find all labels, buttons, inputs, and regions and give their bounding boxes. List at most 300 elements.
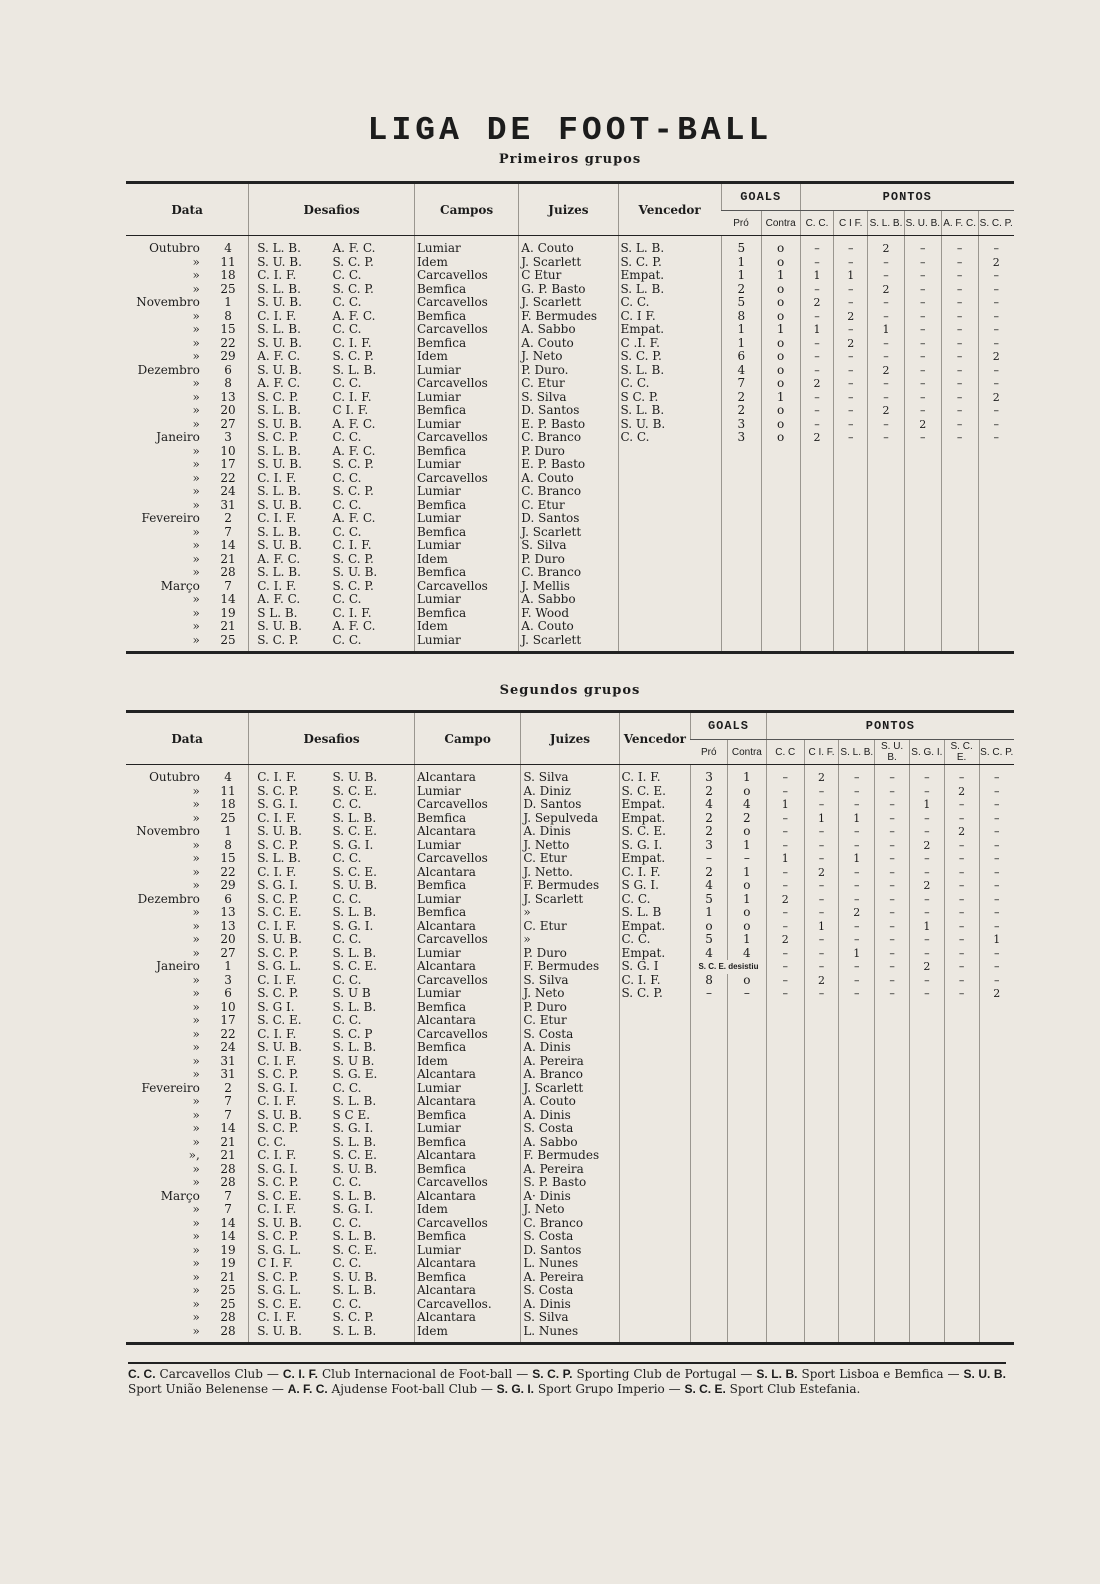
judge-cell: A· Dinis [521, 1190, 619, 1204]
points-cell [979, 1244, 1014, 1258]
month-cell: Novembro [136, 825, 200, 838]
points-cell: – [944, 960, 979, 974]
points-cell: 1 [766, 852, 804, 866]
winner-cell: Empat. [619, 920, 691, 934]
legend-abbr: S. L. B. [756, 1367, 798, 1381]
day-cell: 22 [220, 471, 236, 485]
points-cell [868, 539, 905, 553]
team-home-cell: S. C. P. [249, 634, 329, 653]
points-cell [944, 1028, 979, 1042]
points-cell [868, 512, 905, 526]
goals-contra-cell [761, 620, 800, 634]
field-cell: Idem [414, 256, 518, 270]
team-away-cell: C. C. [332, 593, 362, 606]
points-cell: – [944, 839, 979, 853]
day-cell: 8 [224, 309, 232, 323]
goals-contra-cell [727, 1325, 766, 1344]
judge-cell: A. Pereira [521, 1055, 619, 1069]
field-cell: Carcavellos [414, 296, 518, 310]
goals-contra-cell: 1 [727, 866, 766, 880]
winner-cell: S. C. E. [619, 825, 691, 839]
field-cell: Carcavellos [414, 1028, 520, 1042]
legend-abbr: A. F. C. [287, 1382, 328, 1396]
points-cell: – [804, 839, 839, 853]
goals-contra-cell: – [727, 852, 766, 866]
goals-pro-cell [691, 1271, 728, 1285]
judge-cell: A. Branco [521, 1068, 619, 1082]
judge-cell: S. Silva [519, 391, 618, 405]
goals-pro-cell: 1 [721, 323, 761, 337]
legend-abbr: S. G. I. [496, 1382, 534, 1396]
judge-cell: J. Scarlett [521, 1082, 619, 1096]
team-home-cell: S. C. P. [249, 391, 329, 405]
goals-pro-cell: 2 [721, 283, 761, 297]
points-cell [804, 1055, 839, 1069]
points-cell [904, 566, 941, 580]
goals-contra-cell [727, 1001, 766, 1015]
points-cell: – [941, 404, 978, 418]
goals-contra-cell [727, 1163, 766, 1177]
team-away-cell: C. C. [332, 377, 362, 390]
winner-cell [619, 1284, 691, 1298]
points-cell: – [978, 310, 1014, 324]
goals-pro-cell [691, 1068, 728, 1082]
points-cell: – [904, 404, 941, 418]
points-cell [904, 620, 941, 634]
goals-contra-cell: 1 [761, 269, 800, 283]
points-cell: 1 [800, 323, 834, 337]
goals-pro-cell [721, 607, 761, 621]
points-cell [909, 1230, 944, 1244]
goals-pro-cell [721, 499, 761, 513]
points-cell [800, 553, 834, 567]
points-cell [800, 445, 834, 459]
points-cell [944, 1203, 979, 1217]
points-col-header: S. U. B. [904, 211, 941, 236]
team-home-cell: C. I. F. [249, 580, 329, 594]
table-row [126, 472, 1014, 486]
points-cell: – [944, 947, 979, 961]
header-pontos: PONTOS [800, 183, 1014, 211]
points-cell: 2 [868, 364, 905, 378]
team-home-cell: S. C. P. [249, 1176, 329, 1190]
field-cell: Lumiar [414, 987, 520, 1001]
points-cell [834, 593, 868, 607]
judge-cell: D. Santos [521, 798, 619, 812]
winner-cell [619, 1001, 691, 1015]
goals-col-header: Pró [691, 740, 728, 765]
points-cell: – [875, 987, 910, 1001]
points-cell: – [944, 974, 979, 988]
winner-cell [618, 472, 721, 486]
points-cell [979, 1149, 1014, 1163]
table-row [126, 1203, 1014, 1217]
day-cell: 28 [220, 1176, 236, 1189]
team-home-cell: S. C. P. [249, 431, 329, 445]
table-row [126, 566, 1014, 580]
points-cell [941, 499, 978, 513]
points-cell [909, 1028, 944, 1042]
points-cell [839, 1068, 875, 1082]
points-cell [978, 566, 1014, 580]
winner-cell: S. U. B. [618, 418, 721, 432]
month-cell: » [192, 336, 200, 350]
goals-pro-cell: 5 [691, 893, 728, 907]
points-cell: 2 [868, 404, 905, 418]
day-cell: 25 [220, 633, 236, 647]
goals-contra-cell [727, 1311, 766, 1325]
points-cell: – [944, 765, 979, 785]
points-cell: – [979, 893, 1014, 907]
goals-contra-cell [727, 1095, 766, 1109]
winner-cell [618, 526, 721, 540]
points-cell [804, 1311, 839, 1325]
points-cell: – [804, 785, 839, 799]
field-cell: Bemfica [414, 404, 518, 418]
legend-club-name: Sporting Club de Portugal [576, 1367, 737, 1381]
team-away-cell: C. C. [332, 633, 362, 647]
judge-cell: J. Scarlett [519, 296, 618, 310]
team-home-cell: S. C. E. [249, 1014, 329, 1028]
points-cell [909, 1271, 944, 1285]
points-cell: 2 [800, 431, 834, 445]
points-cell [979, 1055, 1014, 1069]
goals-pro-cell [691, 1163, 728, 1177]
judge-cell: A. Dinis [521, 825, 619, 839]
points-cell [766, 1149, 804, 1163]
goals-contra-cell [727, 1041, 766, 1055]
goals-pro-cell: 8 [691, 974, 728, 988]
field-cell: Alcantara [414, 1311, 520, 1325]
goals-contra-cell [727, 1136, 766, 1150]
table-row [126, 1257, 1014, 1271]
points-cell [909, 1163, 944, 1177]
points-cell [979, 1136, 1014, 1150]
day-cell: 25 [220, 1284, 236, 1297]
field-cell: Alcantara [414, 1095, 520, 1109]
points-cell: – [839, 879, 875, 893]
points-cell: – [868, 391, 905, 405]
points-cell [800, 580, 834, 594]
field-cell: Bemfica [414, 1041, 520, 1055]
points-cell [839, 1203, 875, 1217]
team-away-cell: C. C. [332, 933, 362, 946]
goals-pro-cell [691, 1109, 728, 1123]
goals-pro-cell: 1 [721, 256, 761, 270]
winner-cell: S. C. P. [618, 256, 721, 270]
team-away-cell: S. C. P. [332, 282, 374, 296]
table-row [126, 893, 1014, 907]
judge-cell: J. Netto. [521, 866, 619, 880]
goals-contra-cell: o [727, 974, 766, 988]
judge-cell: D. Santos [519, 404, 618, 418]
points-cell [800, 458, 834, 472]
points-cell [875, 1001, 910, 1015]
judge-cell: P. Duro [519, 553, 618, 567]
points-cell: 1 [839, 812, 875, 826]
month-cell: » [192, 458, 200, 471]
winner-cell [618, 499, 721, 513]
points-cell: – [839, 987, 875, 1001]
month-cell: Fevereiro [141, 1081, 200, 1095]
day-cell: 27 [220, 946, 236, 960]
goals-pro-cell: 2 [691, 825, 728, 839]
team-home-cell: S. C. E. [249, 906, 329, 920]
team-home-cell: S. G I. [249, 1001, 329, 1015]
points-cell [839, 1217, 875, 1231]
day-cell: 25 [220, 282, 236, 296]
day-cell: 15 [220, 852, 236, 865]
team-away-cell: C. C. [332, 471, 362, 485]
second-groups-title: Segundos grupos [499, 683, 641, 698]
goals-pro-cell [691, 1095, 728, 1109]
team-away-cell: C. C. [332, 1216, 362, 1230]
points-cell [944, 1325, 979, 1344]
points-cell: – [804, 852, 839, 866]
points-cell [941, 445, 978, 459]
points-cell [834, 607, 868, 621]
first-groups-table [126, 181, 1014, 654]
day-cell: 17 [220, 1014, 236, 1027]
day-cell: 10 [220, 444, 236, 458]
points-cell: – [875, 798, 910, 812]
points-cell [834, 634, 868, 653]
team-away-cell: A. F. C. [332, 444, 376, 458]
points-cell [839, 1136, 875, 1150]
team-away-cell: C. C. [332, 1176, 362, 1189]
month-cell: Dezembro [137, 892, 200, 906]
team-away-cell: C. C. [332, 973, 362, 987]
month-cell: » [192, 1270, 200, 1284]
points-cell: – [944, 987, 979, 1001]
goals-pro-cell [691, 1055, 728, 1069]
winner-cell: C .I. F. [618, 337, 721, 351]
goals-pro-cell: 3 [691, 839, 728, 853]
points-cell [834, 566, 868, 580]
points-cell: – [804, 879, 839, 893]
team-away-cell: S. U. B. [332, 770, 378, 784]
judge-cell: S. Costa [521, 1284, 619, 1298]
judge-cell: C. Branco [519, 566, 618, 580]
goals-contra-cell [761, 580, 800, 594]
field-cell: Bemfica [414, 337, 518, 351]
legend-club-name: Sport Lisboa e Bemfica [801, 1367, 944, 1381]
points-cell [944, 1149, 979, 1163]
points-cell: 2 [766, 893, 804, 907]
judge-cell: A. Dinis [521, 1109, 619, 1123]
day-cell: 24 [220, 485, 236, 498]
month-cell: » [192, 1243, 200, 1257]
goals-contra-cell: o [761, 283, 800, 297]
points-cell [978, 499, 1014, 513]
day-cell: 1 [224, 296, 232, 309]
team-home-cell: C. I. F. [249, 472, 329, 486]
points-cell [766, 1041, 804, 1055]
table-row [126, 1190, 1014, 1204]
team-home-cell: S. U. B. [249, 1041, 329, 1055]
winner-cell: S. C. P. [618, 350, 721, 364]
table-row [126, 825, 1014, 839]
table-row [126, 920, 1014, 934]
month-cell: » [192, 1203, 200, 1216]
points-cell: – [979, 920, 1014, 934]
team-away-cell: S. L. B. [332, 1230, 377, 1243]
points-cell [909, 1149, 944, 1163]
table-row [126, 1014, 1014, 1028]
day-cell: 25 [220, 811, 236, 825]
points-col-header: S. C. P. [978, 211, 1014, 236]
points-cell [941, 620, 978, 634]
points-cell: – [941, 391, 978, 405]
judge-cell: S. P. Basto [521, 1176, 619, 1190]
winner-cell [618, 593, 721, 607]
points-cell [766, 1055, 804, 1069]
winner-cell [619, 1244, 691, 1258]
goals-contra-cell: o [761, 256, 800, 270]
field-cell: Lumiar [414, 236, 518, 256]
field-cell: Lumiar [414, 1122, 520, 1136]
table-row [126, 499, 1014, 513]
team-away-cell: C. I. F. [332, 336, 372, 350]
winner-cell [619, 1325, 691, 1344]
month-cell: » [192, 879, 200, 892]
points-cell: 2 [804, 866, 839, 880]
goals-pro-cell: 2 [721, 404, 761, 418]
judge-cell: J. Mellis [519, 580, 618, 594]
points-cell [909, 1041, 944, 1055]
points-cell: – [944, 798, 979, 812]
points-cell [941, 607, 978, 621]
points-cell [834, 499, 868, 513]
month-cell: » [192, 1216, 200, 1230]
judge-cell: A. Sabbo [519, 323, 618, 337]
team-home-cell: S. G. I. [249, 798, 329, 812]
judge-cell: P. Duro [521, 1001, 619, 1015]
team-home-cell: S. U. B. [249, 1109, 329, 1123]
points-cell [979, 1284, 1014, 1298]
points-cell: – [978, 283, 1014, 297]
points-cell [804, 1163, 839, 1177]
table-row [126, 310, 1014, 324]
team-home-cell: S. U. B. [249, 458, 329, 472]
points-cell [979, 1095, 1014, 1109]
goals-pro-cell [691, 1311, 728, 1325]
points-cell [868, 607, 905, 621]
team-home-cell: S. L. B. [249, 526, 329, 540]
team-away-cell: C. C. [332, 498, 362, 512]
goals-pro-cell: 2 [721, 391, 761, 405]
points-cell: – [979, 839, 1014, 853]
judge-cell: F. Bermudes [521, 879, 619, 893]
day-cell: 8 [224, 838, 232, 852]
team-home-cell: S. C. E. [249, 1298, 329, 1312]
points-cell [941, 458, 978, 472]
judge-cell: A. Couto [519, 236, 618, 256]
goals-contra-cell [761, 593, 800, 607]
table-row [126, 485, 1014, 499]
team-home-cell: C. I. F. [249, 269, 329, 283]
day-cell: 4 [224, 770, 232, 784]
points-cell [800, 485, 834, 499]
points-cell [979, 1257, 1014, 1271]
points-cell [868, 553, 905, 567]
judge-cell: S. Silva [519, 539, 618, 553]
points-cell: – [839, 825, 875, 839]
month-cell: » [192, 377, 200, 390]
points-cell [875, 1325, 910, 1344]
team-away-cell: C. C. [332, 296, 362, 309]
header-data: Data [126, 183, 249, 236]
points-cell: – [766, 906, 804, 920]
field-cell: Carcavellos [414, 431, 518, 445]
winner-cell: C. I F. [618, 310, 721, 324]
points-cell [978, 512, 1014, 526]
judge-cell: C. Branco [519, 485, 618, 499]
points-cell [804, 1109, 839, 1123]
points-cell [839, 1176, 875, 1190]
team-home-cell: S. C. P. [249, 839, 329, 853]
points-cell: – [834, 404, 868, 418]
field-cell: Bemfica [414, 1163, 520, 1177]
points-cell: – [766, 879, 804, 893]
judge-cell: F. Bermudes [519, 310, 618, 324]
winner-cell [619, 1190, 691, 1204]
winner-cell: S. C. P. [619, 987, 691, 1001]
field-cell: Alcantara [414, 825, 520, 839]
points-cell [800, 512, 834, 526]
goals-contra-cell [761, 499, 800, 513]
points-cell [979, 1122, 1014, 1136]
field-cell: Lumiar [414, 839, 520, 853]
field-cell: Lumiar [414, 1244, 520, 1258]
month-cell: » [192, 811, 200, 825]
points-cell: – [875, 852, 910, 866]
points-cell [944, 1068, 979, 1082]
team-away-cell: S. L. B. [332, 1324, 377, 1338]
winner-cell: C. I. F. [619, 974, 691, 988]
goals-pro-cell [691, 1122, 728, 1136]
team-home-cell: S. G. I. [249, 1082, 329, 1096]
judge-cell: J. Scarlett [519, 526, 618, 540]
points-cell [766, 1230, 804, 1244]
points-cell: – [941, 337, 978, 351]
points-cell: – [904, 256, 941, 270]
points-cell: – [978, 364, 1014, 378]
points-cell: – [979, 879, 1014, 893]
points-cell: – [979, 812, 1014, 826]
points-cell [909, 1095, 944, 1109]
judge-cell: A. Sabbo [519, 593, 618, 607]
points-cell [904, 458, 941, 472]
field-cell: Carcavellos [414, 1217, 520, 1231]
team-home-cell: S. C. P. [249, 1122, 329, 1136]
points-cell [875, 1284, 910, 1298]
points-cell [766, 1176, 804, 1190]
team-home-cell: S. L. B. [249, 485, 329, 499]
day-cell: 21 [220, 620, 236, 633]
field-cell: Carcavellos [414, 323, 518, 337]
goals-contra-cell [727, 1176, 766, 1190]
judge-cell: J. Sepulveda [521, 812, 619, 826]
field-cell: Lumiar [414, 364, 518, 378]
points-cell [804, 1014, 839, 1028]
day-cell: 31 [220, 1054, 236, 1068]
points-cell: – [766, 920, 804, 934]
points-cell: – [909, 765, 944, 785]
goals-pro-cell [691, 1230, 728, 1244]
team-away-cell: S. C. E. [332, 784, 377, 798]
day-cell: 21 [220, 1149, 236, 1162]
